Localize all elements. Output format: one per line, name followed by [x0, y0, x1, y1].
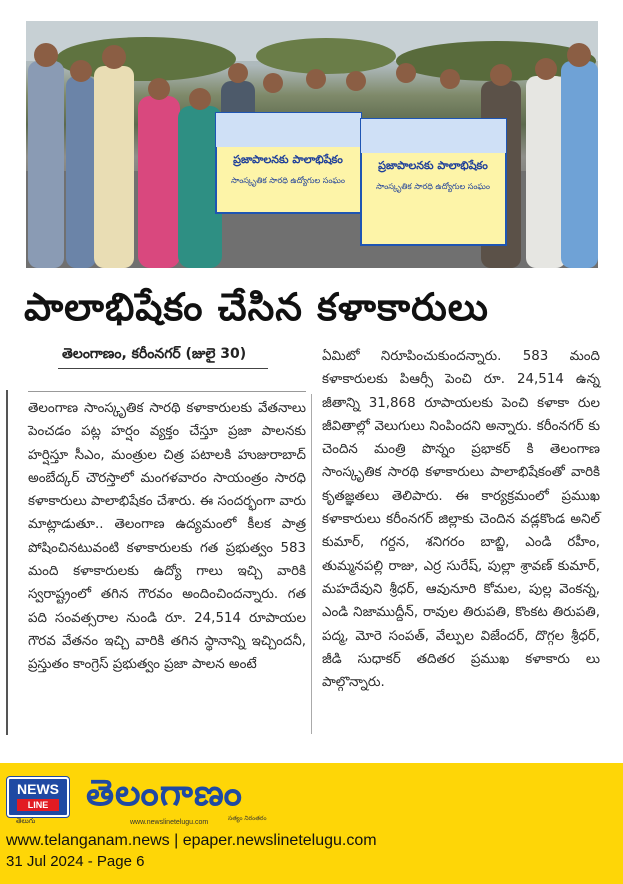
article-headline: పాలాభిషేకం చేసిన కళాకారులు: [24, 285, 489, 329]
footer-sites: www.telanganam.news | epaper.newslinetelugu.com: [6, 832, 377, 849]
banner-left-subtitle: సాంస్కృతిక సారధి ఉద్యోగుల సంఘం: [231, 176, 345, 185]
article-column-left: [28, 397, 306, 677]
telanganam-brand: తెలంగాణం: [86, 773, 243, 814]
banner-right-subtitle: సాంస్కృతిక సారధి ఉద్యోగుల సంఘం: [376, 182, 490, 191]
footer-banner: [0, 763, 623, 884]
logo-subtitle: తెలుగు: [16, 817, 36, 825]
column-top-rule: [28, 391, 306, 392]
column-divider: [311, 394, 312, 734]
brand-tagline: సత్యం నిరంతరం: [228, 815, 267, 822]
protest-photo-illustration: [26, 21, 598, 268]
logo-news-text: NEWS: [17, 781, 59, 797]
brand-url: www.newslinetelugu.com: [130, 819, 209, 826]
newsline-logo: [7, 777, 69, 817]
article-body-right: ఏమిటో నిరూపించుకుందన్నారు. 583 మంది కళాకారులకు పిఆర్సీ పెంచి రూ. 24,514 ఉన్న జీతాన్ని 31,868 రూపాయలకు పెంచి కళాకా రుల జీవితాల్లో వెలుగులు నింపిందని అన్నారు. కరీంనగర్ కు చెందిన మంత్రి పొన్నం ప్రభాకర్ కి తెలంగాణ సాంస్కృతిక సారథి కళాకారులు పాలాభిషేకంతో వారికి కృతజ్ఞతలు తెలిపారు. ఈ కార్యక్రమంలో ప్రముఖ కళాకారులు కరీంనగర్ జిల్లాకు చెందిన వడ్లకొండ అనిల్ కుమార్, గర్దన, శనిగరం బాబ్జి, ఎండి రహీం, తుమ్మనపల్లి రాజు, ఎర్ర సురేష్, పుల్లా శ్రావణ్ కుమార్, మహదేవుని శ్రీధర్, ఆవునూరి కోమల, పుల్ల వెంకన్న, ఎండి నిజాముద్దీన్, రావుల తిరుపతి, కొంకట తిరుపతి, పద్మ, మోరె సంపత్, వేల్పుల విజేందర్, దొగ్గల శ్రీధర్, జీడి సుధాకర్ తదితర ప్రముఖ కళాకారు లు పాల్గొన్నారు.: [322, 349, 600, 691]
banner-right-title: ప్రజాపాలనకు పాలాభిషేకం: [378, 159, 488, 172]
dateline-underline: [58, 368, 268, 369]
left-margin-rule: [6, 390, 8, 735]
logo-line-text: LINE: [17, 799, 59, 811]
news-photo: [26, 21, 598, 268]
banner-left-title: ప్రజాపాలనకు పాలాభిషేకం: [233, 153, 343, 166]
article-dateline: తెలంగాణం, కరీంనగర్ (జులై 30): [62, 346, 247, 362]
article-column-right: [322, 345, 600, 694]
footer-date-page: 31 Jul 2024 - Page 6: [6, 853, 145, 870]
article-body-left: తెలంగాణ సాంస్కృతిక సారథి కళాకారులకు వేతనాలు పెంచడం పట్ల హర్షం వ్యక్తం చేస్తూ ప్రజా పాలనకు హర్షిస్తూ సీఎం, మంత్రుల చిత్ర పటాలకి హుజురాబాద్ అంబేద్కర్ చౌరస్తాలో మంగళవారం సాయంత్రం సారధి కళాకారులు పాలాభిషేకం చేశారు. ఈ సందర్భంగా వారు మాట్లాడుతూ.. తెలంగాణ ఉద్యమంలో కీలక పాత్ర పోషించినటువంటి కళాకారులకు గత ప్రభుత్వం 583 మంది కళాకారులకు ఉద్యో గాలు ఇచ్చి వారికి స్వరాష్ట్రంలో తగిన గౌరవం అందించిందన్నారు. గత పది సంవత్సరాల నుండి రూ. 24,514 రూపాయల గౌరవ వేతనం ఇచ్చి వారికి తగిన స్థానాన్ని ఇచ్చిందనీ, ప్రస్తుతం కాంగ్రెస్ ప్రభుత్వం ప్రజా పాలన అంటే: [28, 401, 306, 673]
